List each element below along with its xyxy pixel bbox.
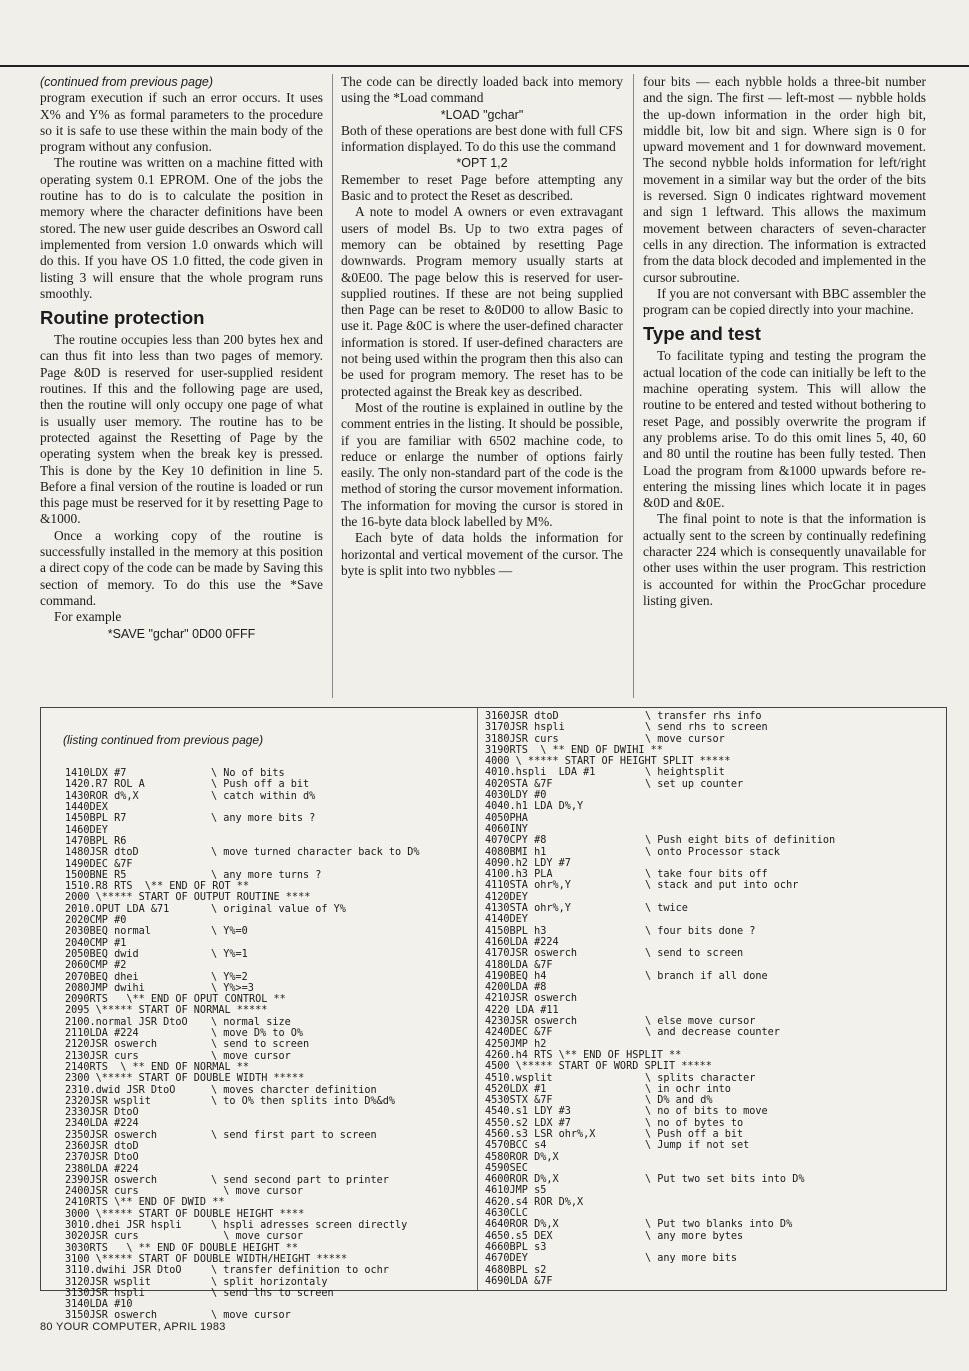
listing-code: 2390JSR oswerch bbox=[65, 1174, 158, 1186]
listing-code: 1420.R7 ROL A bbox=[65, 779, 145, 791]
listing-code: 4130STA ohr%,Y bbox=[485, 903, 571, 915]
listing-code: 4100.h3 PLA bbox=[485, 869, 553, 881]
listing-line bbox=[65, 1095, 396, 1107]
listing-code: 2140RTS \ ** END OF NORMAL ** bbox=[65, 1061, 250, 1073]
listing-code: 4260.h4 RTS \** END OF HSPLIT ** bbox=[485, 1049, 682, 1061]
listing-line bbox=[65, 1220, 408, 1232]
listing-code: 2110LDA #224 bbox=[65, 1028, 139, 1040]
listing-code: 4180LDA &7F bbox=[485, 959, 553, 971]
listing-code: 4640ROR D%,X bbox=[485, 1219, 559, 1231]
listing-line bbox=[65, 892, 311, 904]
listing-line bbox=[65, 1039, 310, 1051]
listing-code: 4190BEQ h4 bbox=[485, 970, 547, 982]
listing-code: 1470BPL R6 bbox=[65, 835, 127, 847]
listing-code: 4660BPL s3 bbox=[485, 1241, 547, 1253]
listing-comment: \ four bits done ? bbox=[645, 925, 756, 937]
listing-code: 2320JSR wsplit bbox=[65, 1095, 151, 1107]
listing-code: 4690LDA &7F bbox=[485, 1275, 553, 1287]
listing-code: 4580ROR D%,X bbox=[485, 1151, 559, 1163]
listing-line bbox=[65, 790, 316, 802]
listing-code: 3030RTS \ ** END OF DOUBLE HEIGHT ** bbox=[65, 1242, 299, 1254]
listing-line bbox=[65, 1152, 263, 1163]
page-footer: 80 YOUR COMPUTER, APRIL 1983 bbox=[40, 1321, 226, 1333]
listing-comment: \ move cursor bbox=[211, 1231, 304, 1243]
listing-code: 4600ROR D%,X bbox=[485, 1174, 559, 1186]
listing-line bbox=[65, 881, 263, 892]
listing-comment: \ Y%>=3 bbox=[211, 982, 254, 994]
listing-comment: \ transfer definition to ochr bbox=[211, 1265, 389, 1277]
command-example: *OPT 1,2 bbox=[456, 156, 508, 171]
paragraph: program execution if such an error occurs. It uses X% and Y% as formal parameters to the procedure so it is safe to use these within the main body of the program without any confusion. bbox=[40, 90, 323, 155]
listing-code: 3130JSR hspli bbox=[65, 1287, 145, 1299]
listing-code: 4000 \ ***** START OF HEIGHT SPLIT ***** bbox=[485, 756, 731, 768]
listing-comment: \ take four bits off bbox=[645, 869, 768, 881]
listing-code: 2010.OPUT LDA &71 bbox=[65, 903, 170, 915]
listing-code: 3140LDA #10 bbox=[65, 1299, 133, 1311]
listing-code: 4140DEY bbox=[485, 914, 528, 926]
column-divider bbox=[332, 74, 333, 698]
listing-comment: \ No of bits bbox=[211, 768, 285, 780]
article-column-2 bbox=[341, 74, 623, 579]
listing-code: 4520LDX #1 bbox=[485, 1083, 547, 1095]
listing-left-column bbox=[63, 711, 420, 1322]
listing-comment: \ and decrease counter bbox=[645, 1027, 780, 1039]
listing-code: 3160JSR dtoD bbox=[485, 711, 559, 722]
listing-comment: \ no of bits to move bbox=[645, 1106, 768, 1118]
listing-code: 4060INY bbox=[485, 823, 528, 835]
listing-code: 2060CMP #2 bbox=[65, 960, 127, 972]
listing-comment: \ transfer rhs info bbox=[645, 711, 762, 722]
listing-comment: \ D% and d% bbox=[645, 1095, 713, 1107]
listing-comment: \ split horizontaly bbox=[211, 1276, 328, 1288]
listing-line bbox=[65, 915, 263, 926]
listing-line bbox=[65, 779, 310, 791]
listing-comment: \ Y%=1 bbox=[211, 948, 248, 960]
listing-comment: \ original value of Y% bbox=[211, 903, 346, 915]
listing-code: 2380LDA #224 bbox=[65, 1163, 139, 1175]
command-example: *LOAD "gchar" bbox=[440, 107, 524, 122]
listing-comment: \ catch within d% bbox=[211, 790, 316, 802]
listing-line bbox=[65, 1084, 377, 1096]
article-column-1 bbox=[40, 74, 323, 642]
continued-note: (continued from previous page) bbox=[40, 75, 214, 89]
listing-code: 4120DEY bbox=[485, 891, 528, 903]
listing-code: 4010.hspli LDA #1 bbox=[485, 767, 596, 779]
listing-line bbox=[65, 1141, 263, 1152]
listing-code: 4090.h2 LDY #7 bbox=[485, 857, 571, 869]
listing-code: 4080BMI h1 bbox=[485, 846, 547, 858]
listing-line bbox=[65, 1231, 304, 1243]
listing-code: 1480JSR dtoD bbox=[65, 847, 139, 859]
listing-code: 1460DEY bbox=[65, 824, 108, 836]
listing-comment: \ else move cursor bbox=[645, 1016, 756, 1028]
listing-code: 4560.s3 LSR ohr%,X bbox=[485, 1128, 596, 1140]
program-listing bbox=[40, 707, 947, 1322]
listing-line bbox=[65, 972, 263, 983]
listing-line bbox=[65, 1107, 263, 1118]
listing-line bbox=[65, 1050, 291, 1062]
listing-code: 4210JSR oswerch bbox=[485, 993, 578, 1005]
listing-comment: \ Y%=2 bbox=[211, 971, 248, 983]
listing-comment: \ move turned character back to D% bbox=[211, 847, 420, 859]
listing-comment: \ Put two set bits into D% bbox=[645, 1174, 805, 1186]
listing-line bbox=[65, 1276, 328, 1288]
listing-line bbox=[65, 869, 322, 881]
listing-code: 3170JSR hspli bbox=[485, 722, 565, 734]
listing-line bbox=[65, 926, 263, 937]
listing-code: 1450BPL R7 bbox=[65, 813, 127, 825]
listing-line bbox=[65, 1242, 299, 1254]
listing-code: 4230JSR oswerch bbox=[485, 1016, 578, 1028]
listing-code: 2310.dwid JSR DtoO bbox=[65, 1084, 176, 1096]
listing-comment: \ hspli adresses screen directly bbox=[211, 1220, 408, 1232]
listing-line bbox=[65, 949, 263, 960]
paragraph: A note to model A owners or even extravagant users of model Bs. Up to two extra pages of memory can be obtained by resetting Page downwards. Program memory usually starts at &0E00. The page below this is reserved for user-supplied routines. If these are not being supplied then Page can be reset to &0D00 to allow Basic to use it. Page &0C is where the user-defined character information is stored. If user-defined characters are not being used within the program then this also can be used for program memory. The reset has to be protected against the Break key as described. bbox=[341, 204, 623, 399]
listing-code: 2070BEQ dhei bbox=[65, 971, 139, 983]
listing-line bbox=[65, 1299, 263, 1310]
paragraph: Once a working copy of the routine is successfully installed in the memory at this position a direct copy of the code can be made by Saving this section of memory. To do this use the *Save command. bbox=[40, 527, 323, 608]
listing-comment: \ set up counter bbox=[645, 778, 744, 790]
listing-comment: \ normal size bbox=[211, 1016, 291, 1028]
listing-line bbox=[65, 1028, 304, 1040]
listing-comment: \ heightsplit bbox=[645, 767, 725, 779]
listing-line bbox=[65, 1118, 263, 1129]
listing-comment: \ any more turns ? bbox=[211, 869, 322, 881]
listing-code: 2030BEQ normal bbox=[65, 926, 151, 938]
listing-code: 3120JSR wsplit bbox=[65, 1276, 151, 1288]
listing-code: 4630CLC bbox=[485, 1208, 528, 1220]
listing-code: 4510.wsplit bbox=[485, 1072, 553, 1084]
listing-code: 2120JSR oswerch bbox=[65, 1039, 158, 1051]
listing-comment: \ Put two blanks into D% bbox=[645, 1219, 793, 1231]
section-heading: Type and test bbox=[643, 323, 761, 345]
paragraph: Most of the routine is explained in outline by the comment entries in the listing. It should be possible, if you are familiar with 6502 machine code, to reduce or enlarge the number of options fairly easily. The only non-standard part of the code is the method of storing the cursor movement information. The information for moving the cursor is stored in the 16-byte data block labelled by M%. bbox=[341, 399, 623, 530]
listing-code: 2050BEQ dwid bbox=[65, 948, 139, 960]
listing-code: 3190RTS \ ** END OF DWIHI ** bbox=[485, 744, 663, 756]
listing-comment: \ onto Processor stack bbox=[645, 846, 780, 858]
listing-line bbox=[65, 1129, 377, 1141]
listing-comment: \ Push eight bits of definition bbox=[645, 835, 836, 847]
listing-code: 1430ROR d%,X bbox=[65, 790, 139, 802]
listing-code: 4250JMP h2 bbox=[485, 1038, 547, 1050]
listing-code: 1440DEX bbox=[65, 802, 108, 814]
listing-code: 4020STA &7F bbox=[485, 778, 553, 790]
listing-line bbox=[65, 813, 316, 825]
listing-code: 2080JMP dwihi bbox=[65, 982, 145, 994]
paragraph: If you are not conversant with BBC assembler the program can be copied directly into your machine. bbox=[643, 285, 926, 318]
listing-code: 1410LDX #7 bbox=[65, 768, 127, 780]
listing-comment: \ move cursor bbox=[211, 1050, 291, 1062]
listing-code: 4530STX &7F bbox=[485, 1095, 553, 1107]
listing-line bbox=[65, 938, 263, 949]
listing-code: 4030LDY #0 bbox=[485, 790, 547, 802]
listing-code: 4570BCC s4 bbox=[485, 1140, 547, 1152]
listing-code: 2300 \***** START OF DOUBLE WIDTH ***** bbox=[65, 1073, 305, 1085]
listing-code: 2350JSR oswerch bbox=[65, 1129, 158, 1141]
listing-code: 3020JSR curs bbox=[65, 1231, 139, 1243]
listing-line bbox=[65, 1265, 389, 1277]
listing-comment: \ Jump if not set bbox=[645, 1140, 750, 1152]
listing-line bbox=[65, 802, 263, 813]
listing-line bbox=[65, 903, 346, 915]
listing-line bbox=[65, 1073, 305, 1085]
listing-code: 1490DEC &7F bbox=[65, 858, 133, 870]
listing-comment: \ send rhs to screen bbox=[645, 722, 768, 734]
listing-code: 4040.h1 LDA D%,Y bbox=[485, 801, 584, 813]
listing-comment: \ send first part to screen bbox=[211, 1129, 377, 1141]
listing-code: 4240DEC &7F bbox=[485, 1027, 553, 1039]
listing-code: 2130JSR curs bbox=[65, 1050, 139, 1062]
listing-comment: \ send second part to printer bbox=[211, 1174, 389, 1186]
article-column-3 bbox=[643, 74, 926, 609]
listing-line bbox=[65, 960, 263, 971]
paragraph: The final point to note is that the information is actually sent to the screen by continually redefining character 224 which is consequently unavailable for other uses within the user program. This restriction is accounted for within the ProcGchar procedure listing given. bbox=[643, 511, 926, 608]
paragraph: For example bbox=[54, 609, 122, 625]
listing-code: 2000 \***** START OF OUTPUT ROUTINE **** bbox=[65, 892, 311, 904]
listing-comment: \ move D% to O% bbox=[211, 1028, 304, 1040]
listing-code: 3180JSR curs bbox=[485, 733, 559, 745]
listing-comment: \ in ochr into bbox=[645, 1083, 731, 1095]
listing-comment: \ splits character bbox=[645, 1072, 756, 1084]
listing-line bbox=[65, 1186, 304, 1198]
listing-code: 2400JSR curs bbox=[65, 1186, 139, 1198]
listing-line bbox=[65, 847, 420, 859]
listing-code: 3010.dhei JSR hspli bbox=[65, 1220, 182, 1232]
listing-comment: \ Push off a bit bbox=[211, 779, 310, 791]
listing-line bbox=[65, 1174, 389, 1186]
listing-line bbox=[65, 836, 263, 847]
listing-comment: \ any more bits bbox=[645, 1253, 738, 1265]
listing-code: 3100 \***** START OF DOUBLE WIDTH/HEIGHT ***** bbox=[65, 1253, 348, 1265]
listing-header: (listing continued from previous page) bbox=[63, 732, 264, 747]
listing-code: 4680BPL s2 bbox=[485, 1264, 547, 1276]
listing-line bbox=[65, 1287, 334, 1299]
listing-code: 2095 \***** START OF NORMAL ***** bbox=[65, 1005, 268, 1017]
listing-line bbox=[65, 1197, 263, 1208]
listing-line bbox=[65, 1164, 263, 1175]
listing-line bbox=[65, 1062, 263, 1073]
listing-code: 4670DEY bbox=[485, 1253, 528, 1265]
listing-line bbox=[65, 1016, 291, 1028]
listing-comment: \ Y%=0 bbox=[211, 926, 248, 938]
listing-comment: \ no of bytes to bbox=[645, 1117, 744, 1129]
listing-code: 4540.s1 LDY #3 bbox=[485, 1106, 571, 1118]
listing-line bbox=[65, 1208, 305, 1220]
listing-code: 2360JSR dtoD bbox=[65, 1140, 139, 1152]
listing-code: 2340LDA #224 bbox=[65, 1118, 139, 1130]
listing-code: 4070CPY #8 bbox=[485, 835, 547, 847]
paragraph: Both of these operations are best done with full CFS information displayed. To do this use the command bbox=[341, 122, 623, 155]
listing-comment: \ twice bbox=[645, 903, 688, 915]
listing-code: 2090RTS \** END OF OPUT CONTROL ** bbox=[65, 994, 286, 1006]
listing-comment: \ Push off a bit bbox=[645, 1128, 744, 1140]
listing-comment: \ move cursor bbox=[211, 1186, 304, 1198]
listing-code: 3000 \***** START OF DOUBLE HEIGHT **** bbox=[65, 1208, 305, 1220]
listing-comment: \ stack and put into ochr bbox=[645, 880, 799, 892]
listing-code: 4650.s5 DEX bbox=[485, 1230, 553, 1242]
listing-divider bbox=[477, 708, 478, 1290]
listing-code: 4050PHA bbox=[485, 812, 528, 824]
listing-comment: \ send to screen bbox=[645, 948, 744, 960]
listing-comment: \ any more bytes bbox=[645, 1230, 744, 1242]
listing-code: 4200LDA #8 bbox=[485, 982, 547, 994]
listing-code: 4500 \***** START OF WORD SPLIT ***** bbox=[485, 1061, 712, 1073]
listing-comment: \ send lhs to screen bbox=[211, 1287, 334, 1299]
listing-code: 4110STA ohr%,Y bbox=[485, 880, 571, 892]
listing-code: 4170JSR oswerch bbox=[485, 948, 578, 960]
listing-code: 4160LDA #224 bbox=[485, 936, 559, 948]
listing-code: 2330JSR DtoO bbox=[65, 1107, 139, 1119]
paragraph: The routine occupies less than 200 bytes hex and can thus fit into less than two pages of memory. Page &0D is reserved for user-supplied resident routines. If this and the following page are used, then the routine will only occupy one page of what is usually user memory. The routine has to be protected against the Resetting of Page by the operating system when the break key is pressed. This is done by the Key 10 definition in line 5. Before a final version of the routine is loaded or run this page must be reserved for it by resetting Page to &1000. bbox=[40, 332, 323, 527]
paragraph: Remember to reset Page before attempting any Basic and to protect the Reset as described. bbox=[341, 171, 623, 204]
listing-code: 4150BPL h3 bbox=[485, 925, 547, 937]
listing-code: 4620.s4 ROR D%,X bbox=[485, 1196, 584, 1208]
listing-code: 1510.R8 RTS \** END OF ROT ** bbox=[65, 881, 250, 893]
listing-comment: \ move cursor bbox=[211, 1310, 291, 1322]
listing-code: 4220 LDA #11 bbox=[485, 1004, 559, 1016]
listing-comment: \ move cursor bbox=[645, 733, 725, 745]
listing-code: 3110.dwihi JSR DtoO bbox=[65, 1265, 182, 1277]
listing-line bbox=[65, 768, 285, 780]
paragraph: Each byte of data holds the information for horizontal and vertical movement of the cursor. The byte is split into two nybbles — bbox=[341, 530, 623, 578]
listing-code: 2020CMP #0 bbox=[65, 915, 127, 927]
listing-comment: \ moves charcter definition bbox=[211, 1084, 377, 1096]
listing-code: 4590SEC bbox=[485, 1162, 528, 1174]
paragraph: four bits — each nybble holds a three-bit number and the sign. The first — left-most — nybble holds the up-down information in the order high bit, middle bit, low bit and sign. Where sign is 0 for upward movement and 1 for downward movement. The second nybble holds information for left/right movement in a similar way but the order of the bits is reversed. Sign 0 indicates rightward movement and sign 1 leftward. This allows the maximum movement between characters of seven-character cells in any direction. The information is extracted from the data block decoded and implemented in the cursor subroutine. bbox=[643, 74, 926, 285]
paragraph: The routine was written on a machine fitted with operating system 0.1 EPROM. One of the jobs the routine has to do is to calculate the position in memory where the character definitions have been stored. The new user guide describes an Osword call implemented from version 1.0 onwards which will do this. If you have OS 1.0 fitted, the code given in listing 3 will ensure that the whole program runs smoothly. bbox=[40, 155, 323, 301]
listing-code: 2410RTS \** END OF DWID ** bbox=[65, 1197, 225, 1209]
listing-line bbox=[65, 983, 263, 994]
listing-comment: \ any more bits ? bbox=[211, 813, 316, 825]
listing-line bbox=[65, 994, 286, 1006]
listing-line bbox=[65, 825, 263, 836]
listing-code: 4610JMP s5 bbox=[485, 1185, 547, 1197]
section-heading: Routine protection bbox=[40, 307, 205, 329]
listing-code: 2370JSR DtoO bbox=[65, 1152, 139, 1164]
listing-comment: \ to O% then splits into D%&d% bbox=[211, 1095, 396, 1107]
listing-code: 1500BNE R5 bbox=[65, 869, 127, 881]
command-example: *SAVE "gchar" 0D00 0FFF bbox=[107, 626, 256, 641]
listing-code: 2100.normal JSR DtoO bbox=[65, 1016, 188, 1028]
listing-code: 3150JSR oswerch bbox=[65, 1310, 158, 1322]
top-rule bbox=[0, 65, 969, 67]
paragraph: The code can be directly loaded back into memory using the *Load command bbox=[341, 74, 623, 106]
listing-code: 2040CMP #1 bbox=[65, 937, 127, 949]
listing-line bbox=[65, 1005, 268, 1017]
listing-line bbox=[65, 859, 263, 870]
listing-comment: \ send to screen bbox=[211, 1039, 310, 1051]
listing-code: 4550.s2 LDX #7 bbox=[485, 1117, 571, 1129]
listing-comment: \ branch if all done bbox=[645, 970, 768, 982]
column-divider bbox=[633, 74, 634, 698]
paragraph: To facilitate typing and testing the program the actual location of the code can initially be left to the machine operating system. This will allow the routine to be entered and tested without bothering to reset Page, and possibly overwrite the program if any problems arise. To do this omit lines 5, 40, 60 and 80 until the routine has been fully tested. Then Load the program from &1000 upwards before re-entering the missing lines which locate it in pages &0D and &0E. bbox=[643, 348, 926, 511]
listing-line bbox=[65, 1253, 348, 1265]
